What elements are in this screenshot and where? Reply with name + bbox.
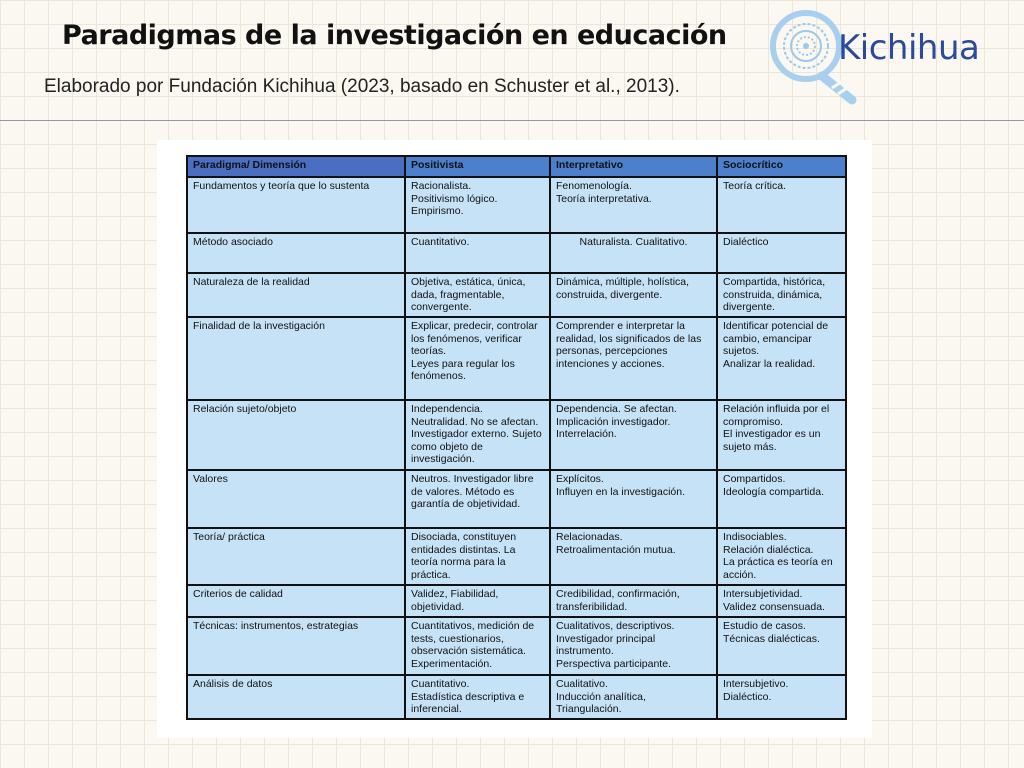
table-cell: Neutros. Investigador libre de valores. Método es garantía de objetividad. (405, 470, 550, 528)
table-cell: Método asociado (187, 233, 405, 273)
table-cell: Disociada, constituyen entidades distintas. La teoría norma para la práctica. (405, 528, 550, 585)
table-cell: Relacionadas. Retroalimentación mutua. (550, 528, 717, 585)
table-cell: Validez, Fiabilidad, objetividad. (405, 585, 550, 617)
table-cell: Explícitos. Influyen en la investigación. (550, 470, 717, 528)
table-cell: Cuantitativos, medición de tests, cuestionarios, observación sistemática. Experimentación. (405, 617, 550, 675)
table-cell: Cualitativos, descriptivos. Investigador principal instrumento. Perspectiva participante. (550, 617, 717, 675)
table-cell: Técnicas: instrumentos, estrategias (187, 617, 405, 675)
table-cell: Finalidad de la investigación (187, 317, 405, 400)
page-title: Paradigmas de la investigación en educación (62, 20, 727, 51)
table-cell: Naturalista. Cualitativo. (550, 233, 717, 273)
table-cell: Teoría/ práctica (187, 528, 405, 585)
table-cell: Relación sujeto/objeto (187, 400, 405, 470)
header-sociocritico: Sociocrítico (717, 156, 846, 177)
header-interpretativo: Interpretativo (550, 156, 717, 177)
table-cell: Credibilidad, confirmación, transferibilidad. (550, 585, 717, 617)
table-row (187, 233, 846, 273)
paradigms-table (186, 155, 847, 720)
table-cell: Comprender e interpretar la realidad, los significados de las personas, percepciones intenciones y acciones. (550, 317, 717, 400)
table-cell: Criterios de calidad (187, 585, 405, 617)
table-header-row (187, 156, 846, 177)
table-cell: Intersubjetividad. Validez consensuada. (717, 585, 846, 617)
table-row (187, 585, 846, 617)
table-cell: Cualitativo. Inducción analítica, Triangulación. (550, 675, 717, 719)
header-positivista: Positivista (405, 156, 550, 177)
table-cell: Naturaleza de la realidad (187, 273, 405, 317)
page-subtitle: Elaborado por Fundación Kichihua (2023, basado en Schuster et al., 2013). (44, 76, 680, 97)
table-cell: Dinámica, múltiple, holística, construida, divergente. (550, 273, 717, 317)
table-cell: Explicar, predecir, controlar los fenómenos, verificar teorías. Leyes para regular los fenómenos. (405, 317, 550, 400)
table-cell: Cuantitativo. (405, 233, 550, 273)
table-cell: Relación influida por el compromiso. El investigador es un sujeto más. (717, 400, 846, 470)
table-cell: Independencia. Neutralidad. No se afectan. Investigador externo. Sujeto como objeto de investigación. (405, 400, 550, 470)
table-cell: Fundamentos y teoría que lo sustenta (187, 177, 405, 233)
table-row (187, 470, 846, 528)
logo-text: Kichihua (838, 28, 980, 68)
table-row (187, 675, 846, 719)
table-cell: Compartidos. Ideología compartida. (717, 470, 846, 528)
table-row (187, 273, 846, 317)
table-cell: Identificar potencial de cambio, emancipar sujetos. Analizar la realidad. (717, 317, 846, 400)
table-cell: Dialéctico (717, 233, 846, 273)
table-cell: Racionalista. Positivismo lógico. Empirismo. (405, 177, 550, 233)
table-cell: Fenomenología. Teoría interpretativa. (550, 177, 717, 233)
table-row (187, 528, 846, 585)
table-row (187, 177, 846, 233)
table-cell: Compartida, histórica, construida, dinámica, divergente. (717, 273, 846, 317)
table-row (187, 617, 846, 675)
table-row (187, 400, 846, 470)
table-cell: Objetiva, estática, única, dada, fragmentable, convergente. (405, 273, 550, 317)
table-cell: Cuantitativo. Estadística descriptiva e inferencial. (405, 675, 550, 719)
header-divider (0, 120, 1024, 121)
table-cell: Teoría crítica. (717, 177, 846, 233)
table-cell: Dependencia. Se afectan. Implicación investigador. Interrelación. (550, 400, 717, 470)
header-dimension: Paradigma/ Dimensión (187, 156, 405, 177)
table-cell: Indisociables. Relación dialéctica. La práctica es teoría en acción. (717, 528, 846, 585)
table-cell: Análisis de datos (187, 675, 405, 719)
table-cell: Intersubjetivo. Dialéctico. (717, 675, 846, 719)
table-cell: Estudio de casos. Técnicas dialécticas. (717, 617, 846, 675)
table-cell: Valores (187, 470, 405, 528)
table-row (187, 317, 846, 400)
